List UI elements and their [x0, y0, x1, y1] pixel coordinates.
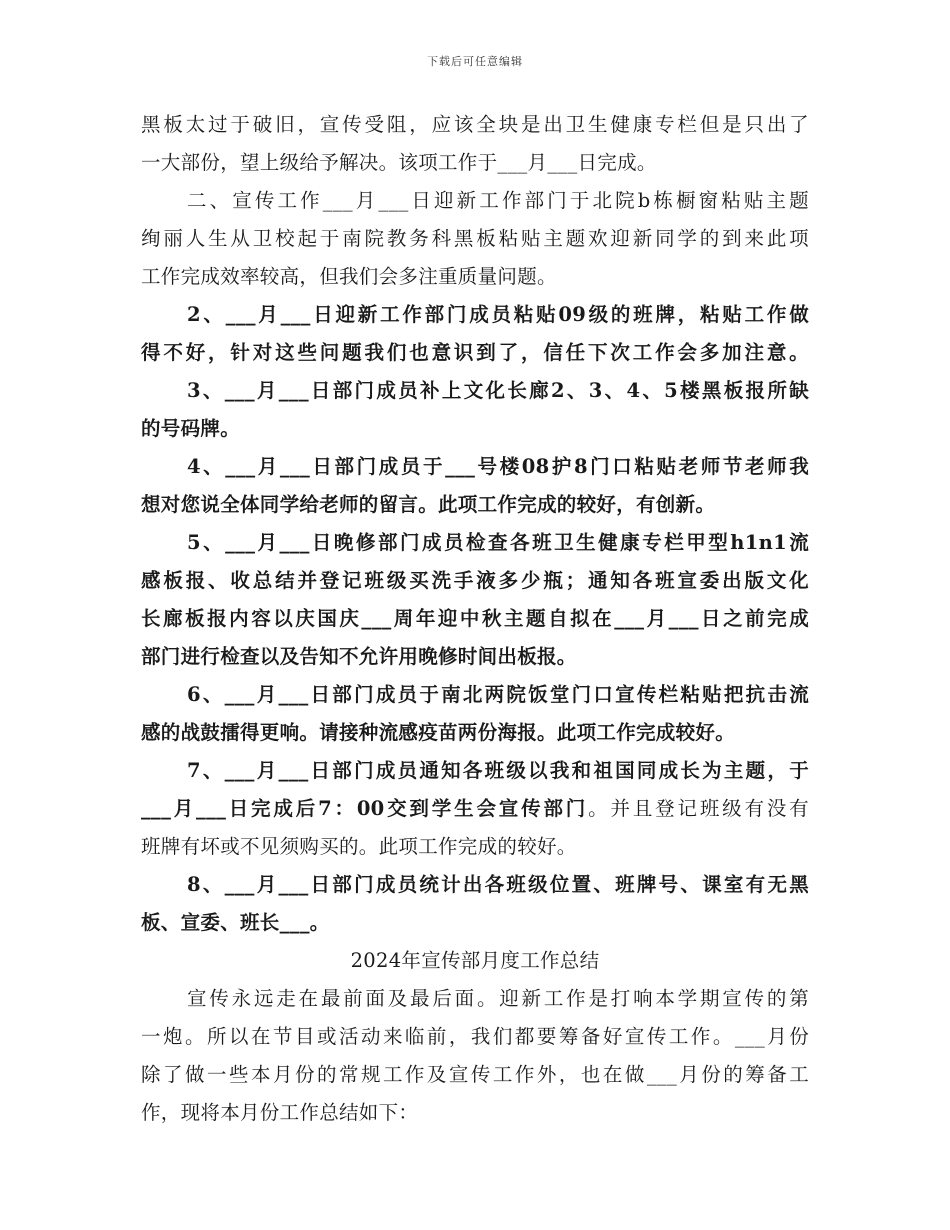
bold-segment: ___月___日完成后7：00交到学生会宣传部门	[141, 797, 589, 820]
body-line: 二、宣传工作___月___日迎新工作部门于北院b栋橱窗粘贴主题	[187, 189, 809, 212]
normal-segment: 。并且登记班级有没有	[588, 797, 809, 820]
body-line: 绚丽人生从卫校起于南院教务科黑板粘贴主题欢迎新同学的到来此项	[141, 227, 809, 250]
list-item-7: 7、___月___日部门成员通知各班级以我和祖国同成长为主题，于	[187, 759, 809, 782]
document-body	[141, 106, 809, 1132]
body-line: 的号码牌。	[141, 417, 241, 440]
section-title: 2024年宣传部月度工作总结	[350, 949, 600, 972]
page-header: 下载后可任意编辑	[427, 55, 523, 68]
body-line: 黑板太过于破旧，宣传受阻，应该全块是出卫生健康专栏但是只出了	[141, 113, 809, 136]
body-line: 部门进行检查以及告知不允许用晚修时间出板报。	[141, 645, 577, 668]
body-line: 得不好，针对这些问题我们也意识到了，信任下次工作会多加注意。	[141, 341, 809, 364]
body-line: 一炮。所以在节目或活动来临前，我们都要筹备好宣传工作。___月份	[141, 1025, 809, 1048]
body-line: 想对您说全体同学给老师的留言。此项工作完成的较好，有创新。	[141, 493, 716, 516]
list-item-5: 5、___月___日晚修部门成员检查各班卫生健康专栏甲型h1n1流	[187, 531, 809, 554]
list-item-8: 8、___月___日部门成员统计出各班级位置、班牌号、课室有无黑	[187, 873, 809, 896]
body-line: 板、宣委、班长___。	[141, 911, 330, 934]
body-line: 工作完成效率较高，但我们会多注重质量问题。	[141, 265, 557, 288]
body-line-mixed	[141, 790, 809, 828]
body-line: 长廊板报内容以庆国庆___周年迎中秋主题自拟在___月___日之前完成	[141, 607, 809, 630]
body-line: 感板报、收总结并登记班级买洗手液多少瓶；通知各班宣委出版文化	[141, 569, 809, 592]
body-line: 班牌有坏或不见须购买的。此项工作完成的较好。	[141, 835, 577, 858]
body-line: 除了做一些本月份的常规工作及宣传工作外，也在做___月份的筹备工	[141, 1063, 809, 1086]
body-line: 宣传永远走在最前面及最后面。迎新工作是打响本学期宣传的第	[187, 987, 809, 1010]
body-line: 感的战鼓擂得更响。请接种流感疫苗两份海报。此项工作完成较好。	[141, 721, 736, 744]
list-item-2: 2、___月___日迎新工作部门成员粘贴09级的班牌，粘贴工作做	[187, 303, 809, 326]
list-item-3: 3、___月___日部门成员补上文化长廊2、3、4、5楼黑板报所缺	[187, 379, 809, 402]
body-line: 作，现将本月份工作总结如下：	[141, 1101, 419, 1124]
body-line: 一大部份，望上级给予解决。该项工作于___月___日完成。	[141, 151, 657, 174]
list-item-4: 4、___月___日部门成员于___号楼08护8门口粘贴老师节老师我	[187, 455, 809, 478]
list-item-6: 6、___月___日部门成员于南北两院饭堂门口宣传栏粘贴把抗击流	[187, 683, 809, 706]
